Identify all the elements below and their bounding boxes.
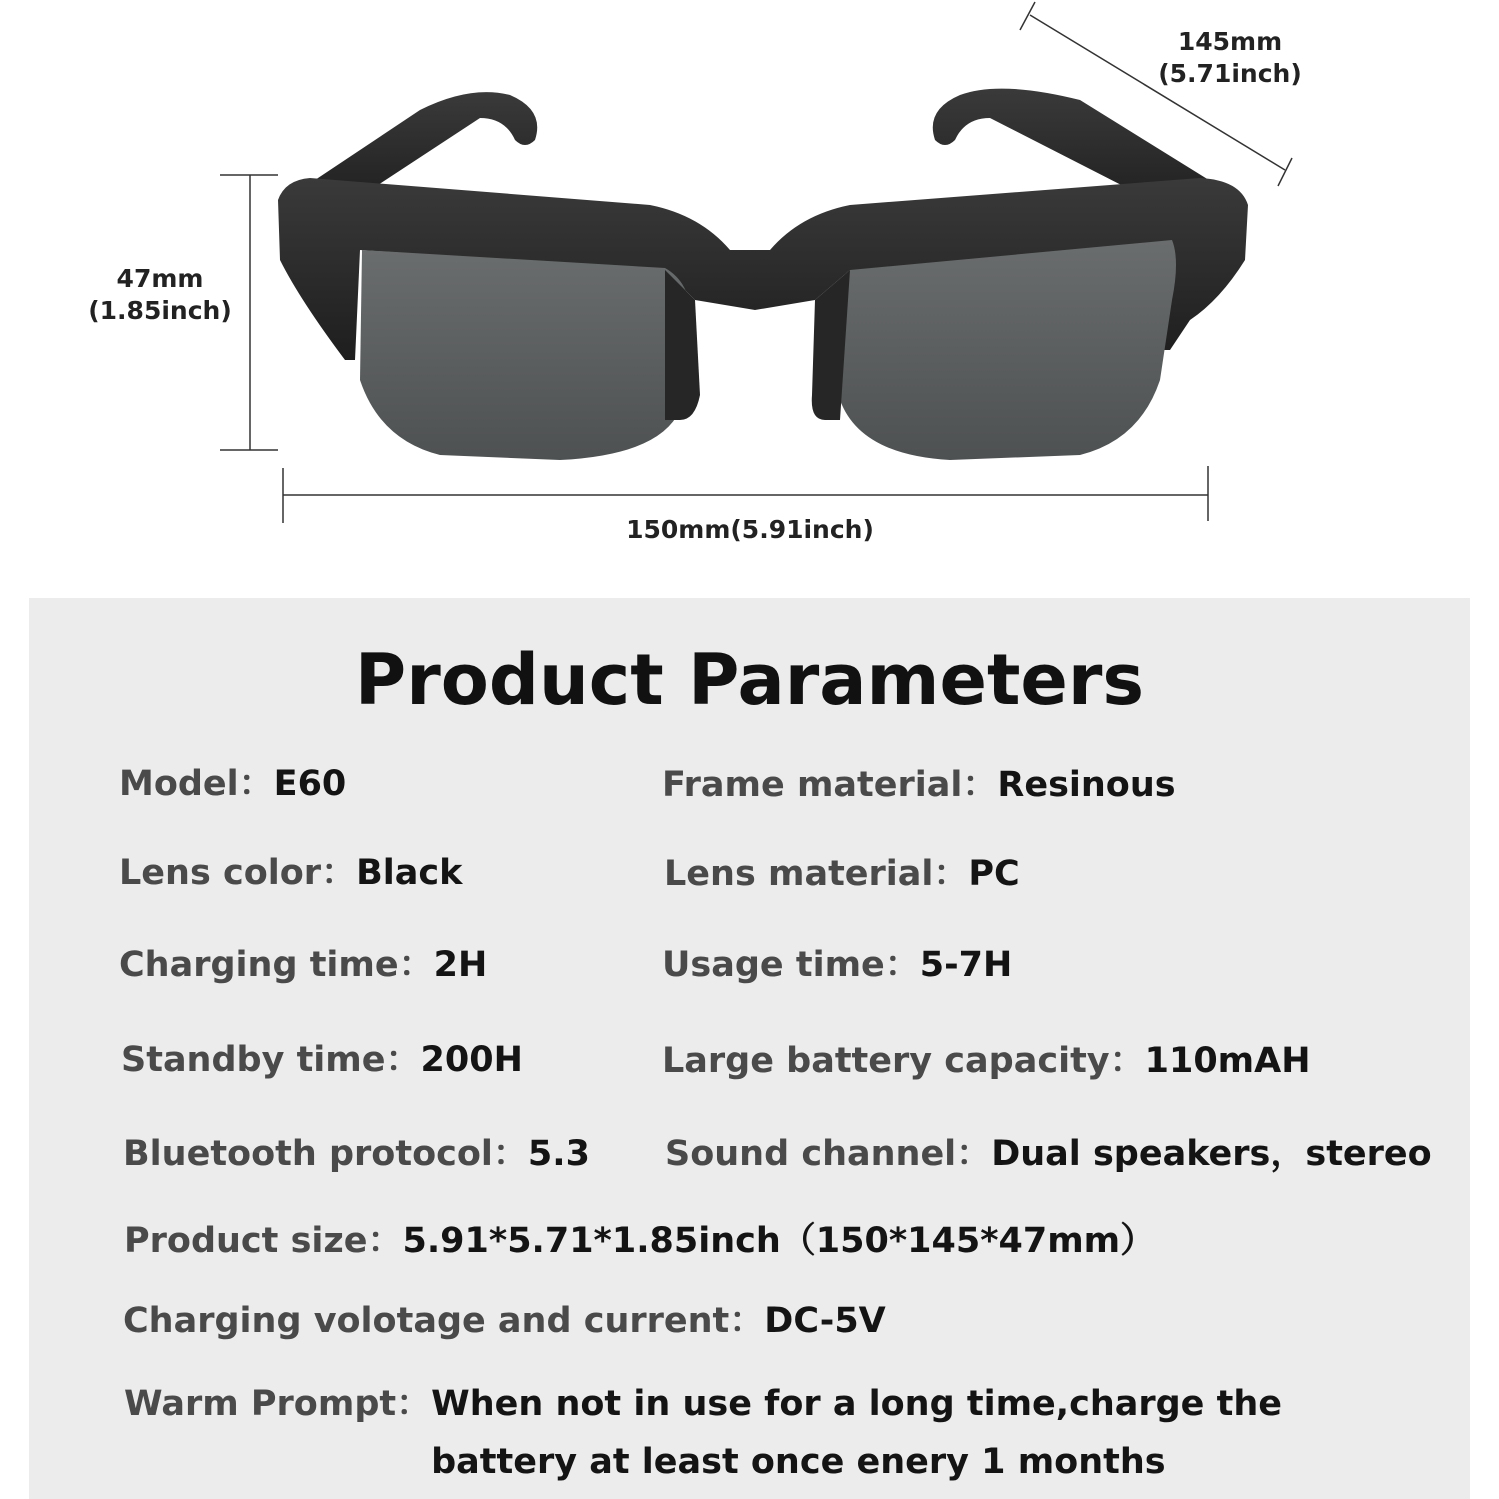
param-value: Dual speakers，stereo [991, 1134, 1432, 1174]
right-lens [832, 240, 1176, 460]
param-value: PC [968, 854, 1020, 894]
param-value: E60 [273, 764, 347, 804]
product-image-area [0, 0, 1499, 580]
width-label: 150mm(5.91inch) [626, 515, 874, 544]
param-value: DC-5V [764, 1301, 886, 1341]
param-label: Lens color： [119, 853, 357, 893]
param-label: Warm Prompt： [124, 1384, 432, 1424]
param-value: 200H [420, 1040, 523, 1080]
depth-label [1140, 26, 1320, 90]
left-lens [360, 250, 691, 460]
param-value: Black [356, 853, 463, 893]
param-value: 5.91*5.71*1.85inch（150*145*47mm） [402, 1221, 1156, 1261]
param-label: Charging volotage and current： [123, 1301, 765, 1341]
param-label: Standby time： [121, 1040, 421, 1080]
param-standby-time [121, 1038, 523, 1082]
param-model [119, 762, 346, 806]
param-charging-voltage [123, 1299, 886, 1343]
param-lens-color [119, 851, 462, 895]
param-label: Product size： [124, 1221, 403, 1261]
param-battery [662, 1039, 1311, 1083]
param-value: 2H [433, 945, 488, 985]
height-label [70, 263, 250, 327]
param-bluetooth [123, 1132, 590, 1176]
param-value: When not in use for a long time,charge the battery at least once enery 1 months [431, 1384, 1282, 1482]
param-label: Bluetooth protocol： [123, 1134, 528, 1174]
page-title: Product Parameters [354, 639, 1145, 721]
param-label: Sound channel： [665, 1134, 992, 1174]
param-value: 5-7H [919, 945, 1013, 985]
param-value: Resinous [997, 765, 1176, 805]
param-label: Charging time： [119, 945, 434, 985]
param-label: Model： [119, 764, 274, 804]
param-value: 110mAH [1144, 1041, 1311, 1081]
param-label: Lens material： [664, 854, 969, 894]
param-charging-time [119, 943, 487, 987]
param-frame-material [662, 763, 1176, 807]
param-warm-prompt [124, 1375, 1424, 1491]
param-usage-time [662, 943, 1012, 987]
param-label: Usage time： [662, 945, 920, 985]
height-mm: 47mm [116, 264, 204, 293]
depth-inch: (5.71inch) [1158, 59, 1302, 88]
depth-mm: 145mm [1177, 27, 1283, 56]
param-value: 5.3 [527, 1134, 590, 1174]
param-label: Frame material： [662, 765, 998, 805]
param-sound-channel [665, 1132, 1432, 1176]
param-lens-material [664, 852, 1020, 896]
param-label: Large battery capacity： [662, 1041, 1145, 1081]
height-inch: (1.85inch) [88, 296, 232, 325]
param-product-size [124, 1219, 1155, 1263]
